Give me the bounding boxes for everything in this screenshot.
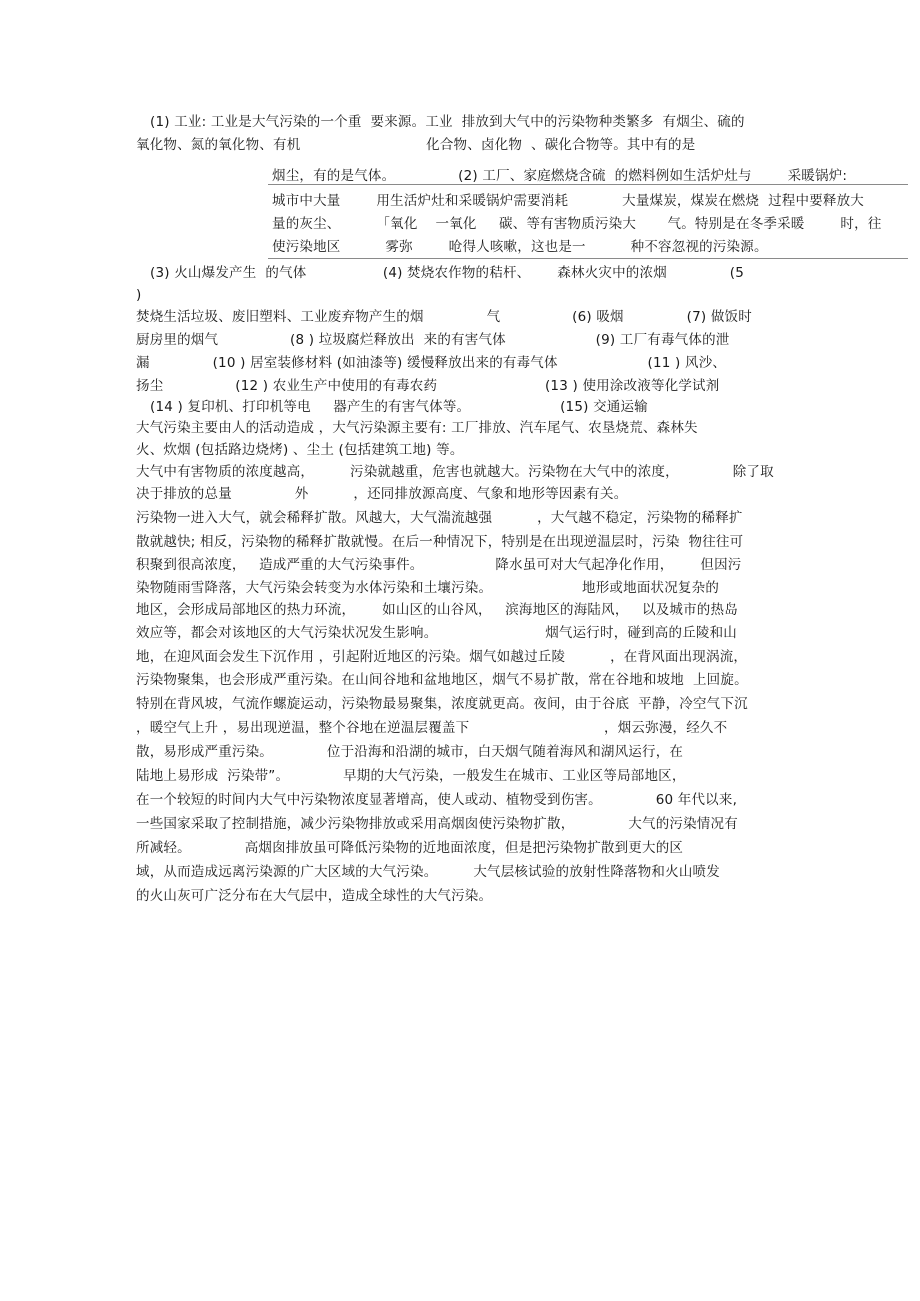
text-line: 地，在迎风面会发生下沉作用 ，引起附近地区的污染。烟气如越过丘陵 ，在背风面出现涡流， bbox=[136, 649, 748, 665]
text-line: 火、炊烟 (包括路边烧烤) 、尘土 (包括建筑工地) 等。 bbox=[136, 442, 464, 458]
text-line: 在一个较短的时间内大气中污染物浓度显著增高，使人或动、植物受到伤害。 60 年代以来, bbox=[136, 792, 738, 808]
text-line: 所减轻。 高烟囱排放虽可降低污染物的近地面浓度，但是把污染物扩散到更大的区 bbox=[136, 840, 684, 856]
text-line: 量的灰尘、 「氧化 一氧化 碳、等有害物质污染大 气。特别是在冬季采暖 时，往 bbox=[272, 216, 882, 232]
text-line: 的火山灰可广泛分布在大气层中，造成全球性的大气污染。 bbox=[136, 888, 493, 904]
text-line: (1) 工业: 工业是大气污染的一个重 要来源。工业 排放到大气中的污染物种类繁多 有烟尘、硫的 bbox=[150, 114, 745, 130]
text-line: ，暖空气上升 ，易出现逆温，整个谷地在逆温层覆盖下 ，烟云弥漫，经久不 bbox=[136, 720, 728, 736]
text-line: 污染物一进入大气，就会稀释扩散。风越大，大气湍流越强 ，大气越不稳定，污染物的稀释扩 bbox=[136, 510, 743, 526]
text-line: 散，易形成严重污染。 位于沿海和沿湖的城市，白天烟气随着海风和湖风运行，在 bbox=[136, 744, 684, 760]
text-line: 染物随雨雪降落，大气污染会转变为水体污染和土壤污染。 地形或地面状况复杂的 bbox=[136, 580, 720, 596]
text-line: 使污染地区 雾弥 呛得人咳嗽，这也是一 种不容忽视的污染源。 bbox=[272, 239, 768, 255]
text-line: (3) 火山爆发产生 的气体 (4) 焚烧农作物的秸杆、 森林火灾中的浓烟 (5 bbox=[150, 265, 745, 281]
text-line: 扬尘 (12 ) 农业生产中使用的有毒农药 (13 ) 使用涂改液等化学试剂 bbox=[136, 378, 720, 394]
text-line: 地区，会形成局部地区的热力环流， 如山区的山谷风， 滨海地区的海陆风， 以及城市的热岛 bbox=[136, 602, 738, 618]
text-line: 大气中有害物质的浓度越高， 污染就越重，危害也就越大。污染物在大气中的浓度， 除了取 bbox=[136, 464, 774, 480]
text-line: 焚烧生活垃圾、废旧塑料、工业废弃物产生的烟 气 (6) 吸烟 (7) 做饭时 bbox=[136, 309, 752, 325]
text-line: 厨房里的烟气 (8 ) 垃圾腐烂释放出 来的有害气体 (9) 工厂有毒气体的泄 bbox=[136, 332, 730, 348]
text-line: 大气污染主要由人的活动造成 ，大气污染源主要有: 工厂排放、汽车尾气、农垦烧荒、森林失 bbox=[136, 420, 698, 436]
text-line: 域，从而造成远离污染源的广大区域的大气污染。 大气层核试验的放射性降落物和火山喷发 bbox=[136, 864, 720, 880]
text-line: 污染物聚集，也会形成严重污染。在山间谷地和盆地地区，烟气不易扩散，常在谷地和坡地 上回旋。 bbox=[136, 672, 748, 688]
text-line: 氧化物、氮的氧化物、有机 化合物、卤化物 、碳化合物等。其中有的是 bbox=[136, 137, 696, 153]
text-line: 烟尘，有的是气体。 (2) 工厂、家庭燃烧含硫 的燃料例如生活炉灶与 采暖锅炉: bbox=[272, 168, 848, 184]
text-line: 城市中大量 用生活炉灶和采暖锅炉需要消耗 大量煤炭，煤炭在燃烧 过程中要释放大 bbox=[272, 193, 865, 209]
text-line: (14 ) 复印机、打印机等电 器产生的有害气体等。 (15) 交通运输 bbox=[150, 399, 648, 415]
text-line: 一些国家采取了控制措施，减少污染物排放或采用高烟囱使污染物扩散， 大气的污染情况有 bbox=[136, 816, 738, 832]
text-line: 效应等，都会对该地区的大气污染状况发生影响。 烟气运行时，碰到高的丘陵和山 bbox=[136, 625, 737, 641]
text-line: 散就越快; 相反，污染物的稀释扩散就慢。在后一种情况下，特别是在出现逆温层时，污染 物往往可 bbox=[136, 534, 744, 550]
text-line: 特别在背风坡，气流作螺旋运动，污染物最易聚集，浓度就更高。夜间，由于谷底 平静，冷空气下沉 bbox=[136, 696, 748, 712]
table-rule-bottom bbox=[268, 258, 908, 259]
text-line: 漏 (10 ) 居室装修材料 (如油漆等) 缓慢释放出来的有毒气体 (11 ) 风沙、 bbox=[136, 355, 727, 371]
text-line: 陆地上易形成 污染带”。 早期的大气污染，一般发生在城市、工业区等局部地区， bbox=[136, 768, 686, 784]
text-line: 决于排放的总量 外 ，还同排放源高度、气象和地形等因素有关。 bbox=[136, 486, 628, 502]
text-line: 积聚到很高浓度， 造成严重的大气污染事件。 降水虽可对大气起净化作用， 但因污 bbox=[136, 557, 742, 573]
text-line: ) bbox=[136, 287, 142, 303]
